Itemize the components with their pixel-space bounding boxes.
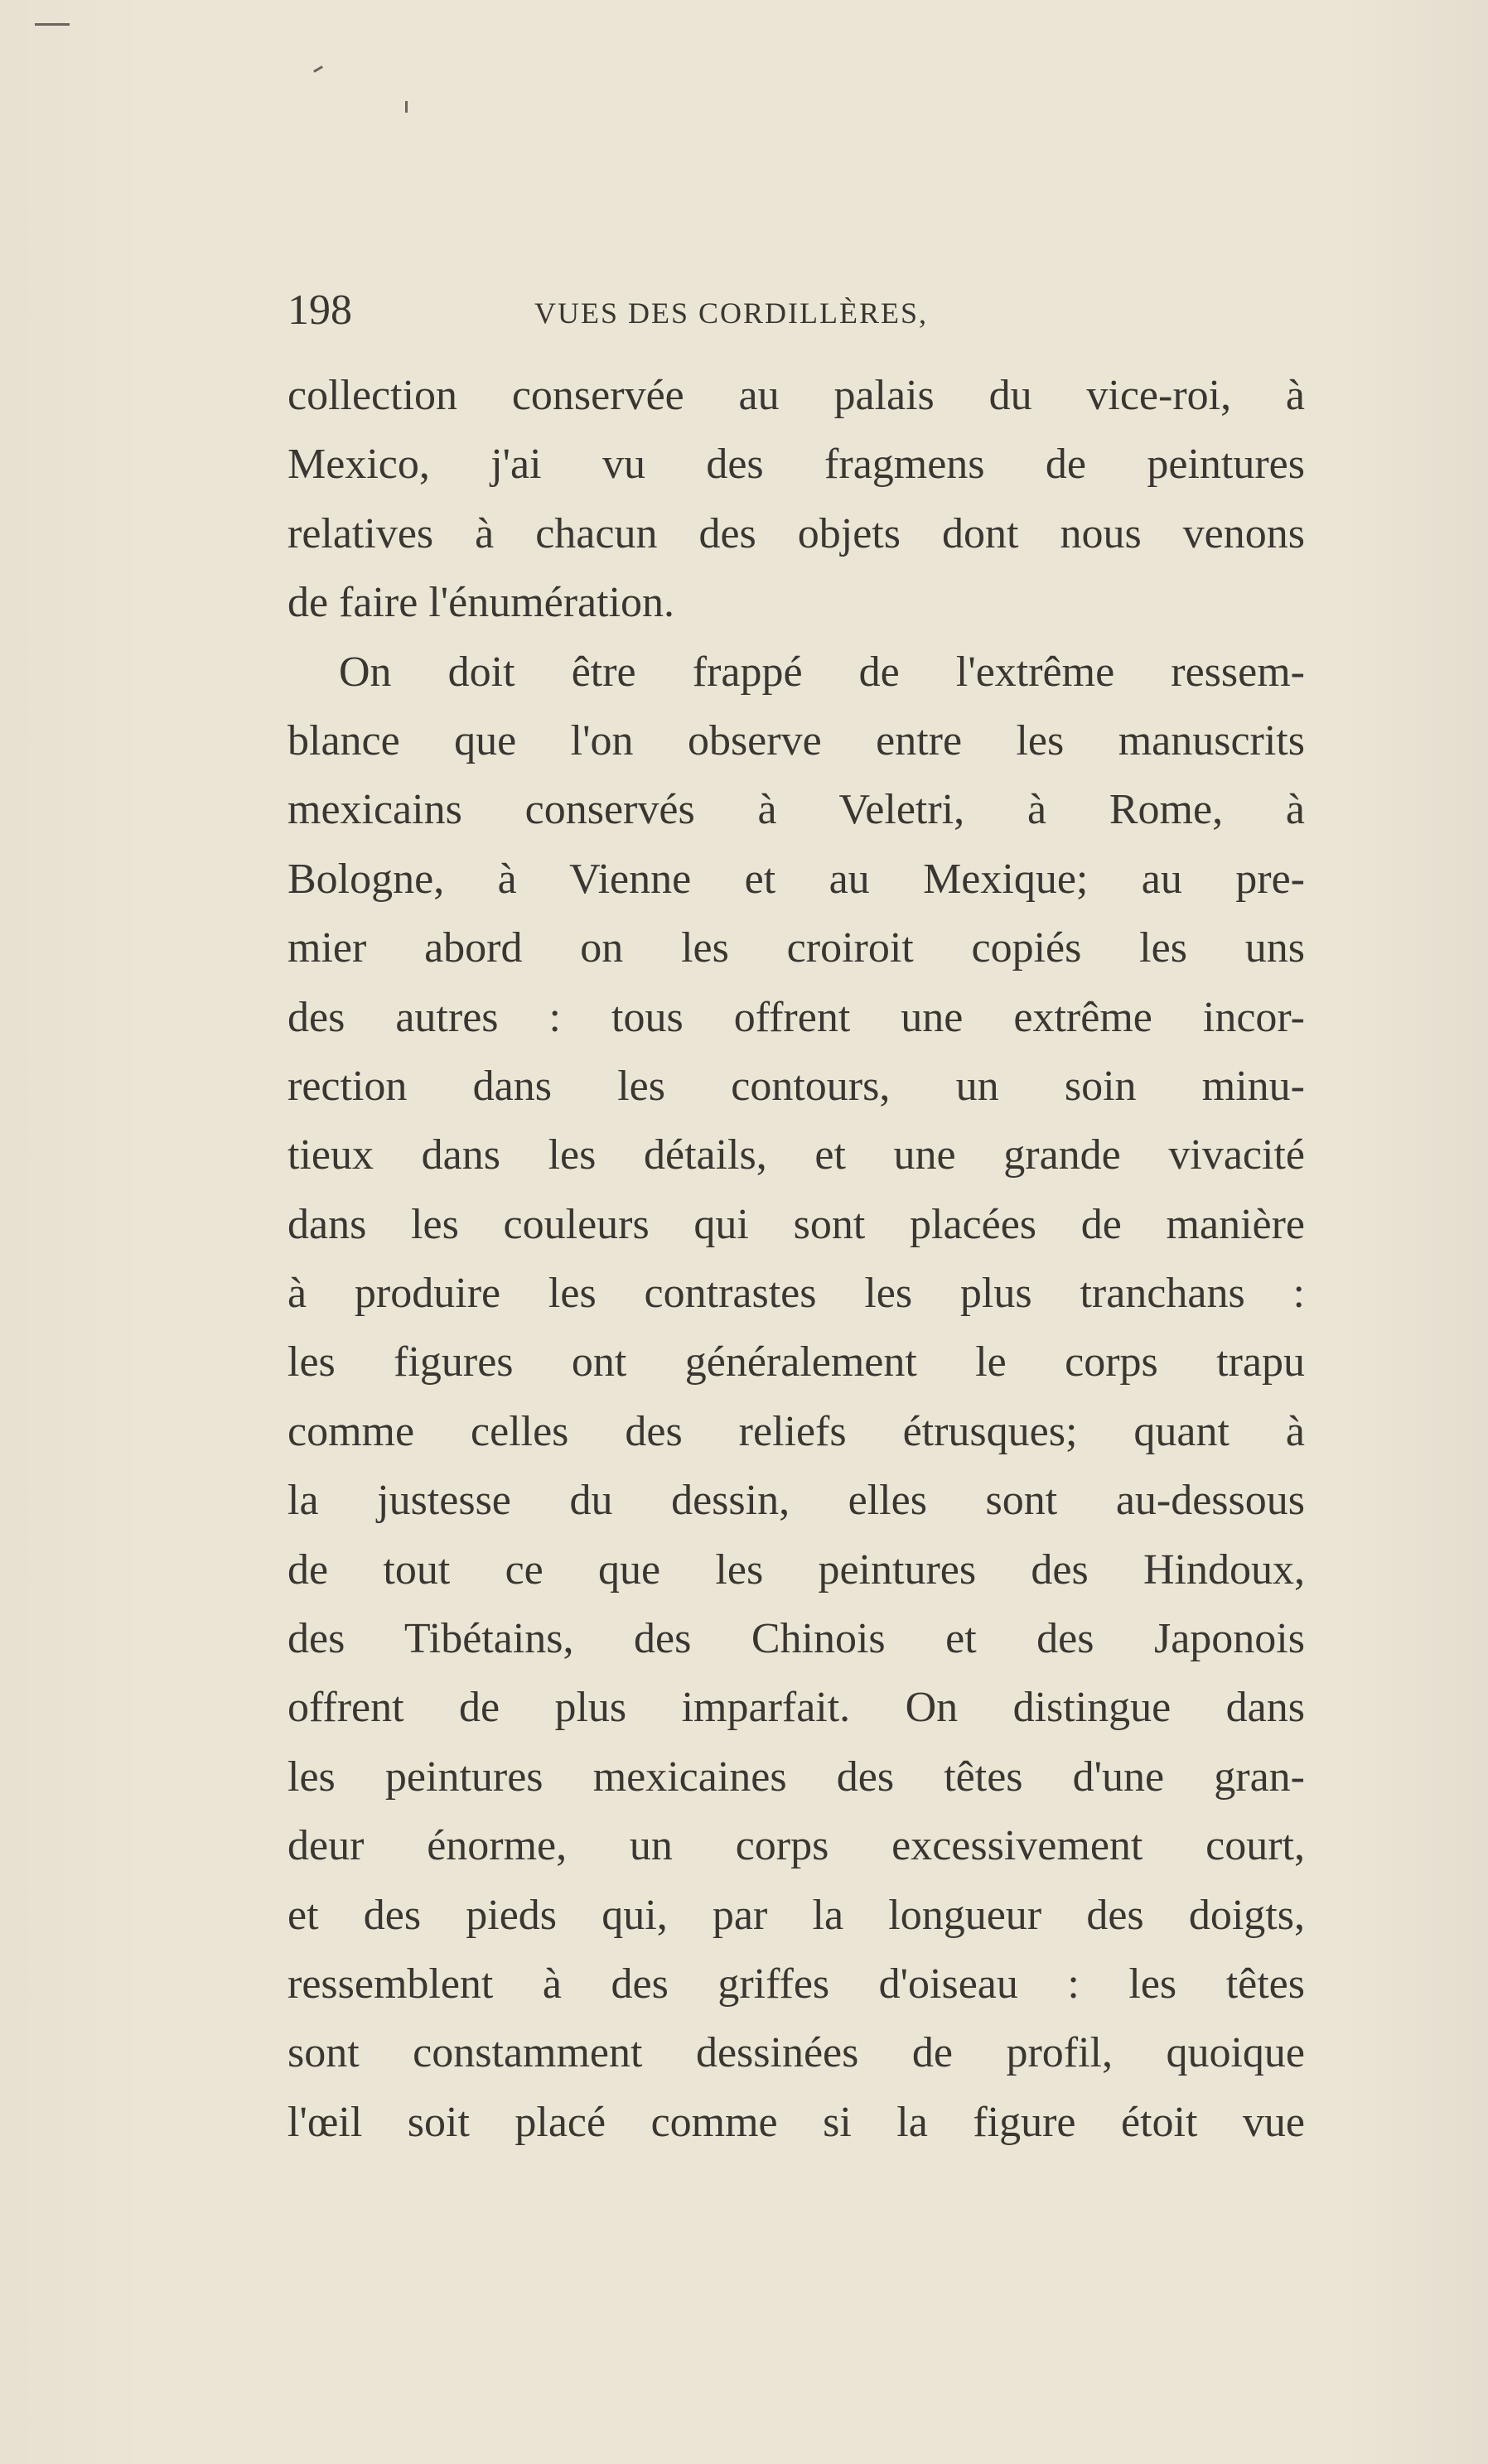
text-line: comme celles des reliefs étrusques; quant à bbox=[287, 1407, 1305, 1455]
text-line: mexicains conservés à Veletri, à Rome, à bbox=[287, 786, 1305, 834]
text-line: relatives à chacun des objets dont nous venons bbox=[287, 509, 1305, 557]
scan-mark bbox=[313, 65, 323, 73]
text-line: et des pieds qui, par la longueur des doigts, bbox=[287, 1891, 1305, 1939]
text-line: sont constamment dessinées de profil, quoique bbox=[287, 2029, 1305, 2077]
page-header bbox=[287, 286, 1307, 344]
text-line: Mexico, j'ai vu des fragmens de peintures bbox=[287, 441, 1305, 489]
scan-mark bbox=[405, 101, 408, 113]
running-title: VUES DES CORDILLÈRES, bbox=[534, 297, 929, 330]
text-line: ressemblent à des griffes d'oiseau : les têtes bbox=[287, 1960, 1305, 2008]
scan-mark bbox=[35, 23, 70, 26]
text-line: de faire l'énumération. bbox=[287, 579, 675, 627]
text-line: les figures ont généralement le corps trapu bbox=[287, 1338, 1305, 1386]
paragraph bbox=[287, 638, 1305, 2158]
text-line: deur énorme, un corps excessivement court, bbox=[287, 1822, 1305, 1870]
text-line: à produire les contrastes les plus tranchans : bbox=[287, 1270, 1305, 1318]
text-line: collection conservée au palais du vice-roi, à bbox=[287, 372, 1305, 419]
page-number: 198 bbox=[287, 287, 352, 334]
text-line: des autres : tous offrent une extrême incor- bbox=[287, 993, 1305, 1041]
text-line: des Tibétains, des Chinois et des Japonois bbox=[287, 1615, 1305, 1663]
text-line: les peintures mexicaines des têtes d'une gran- bbox=[287, 1753, 1305, 1801]
text-line: la justesse du dessin, elles sont au-dessous bbox=[287, 1477, 1305, 1525]
text-line: de tout ce que les peintures des Hindoux, bbox=[287, 1545, 1305, 1594]
text-line: Bologne, à Vienne et au Mexique; au pre- bbox=[287, 855, 1305, 903]
text-line: blance que l'on observe entre les manuscrits bbox=[287, 716, 1305, 764]
text-line: offrent de plus imparfait. On distingue dans bbox=[287, 1684, 1305, 1732]
paragraph bbox=[287, 361, 1305, 638]
text-line: dans les couleurs qui sont placées de manière bbox=[287, 1200, 1305, 1248]
body-text bbox=[287, 361, 1305, 2157]
text-line: On doit être frappé de l'extrême ressem- bbox=[339, 648, 1305, 696]
text-line: rection dans les contours, un soin minu- bbox=[287, 1062, 1305, 1110]
text-line: tieux dans les détails, et une grande vivacité bbox=[287, 1131, 1305, 1179]
text-line: mier abord on les croiroit copiés les uns bbox=[287, 924, 1305, 972]
text-line: l'œil soit placé comme si la figure étoit vue bbox=[287, 2098, 1305, 2146]
